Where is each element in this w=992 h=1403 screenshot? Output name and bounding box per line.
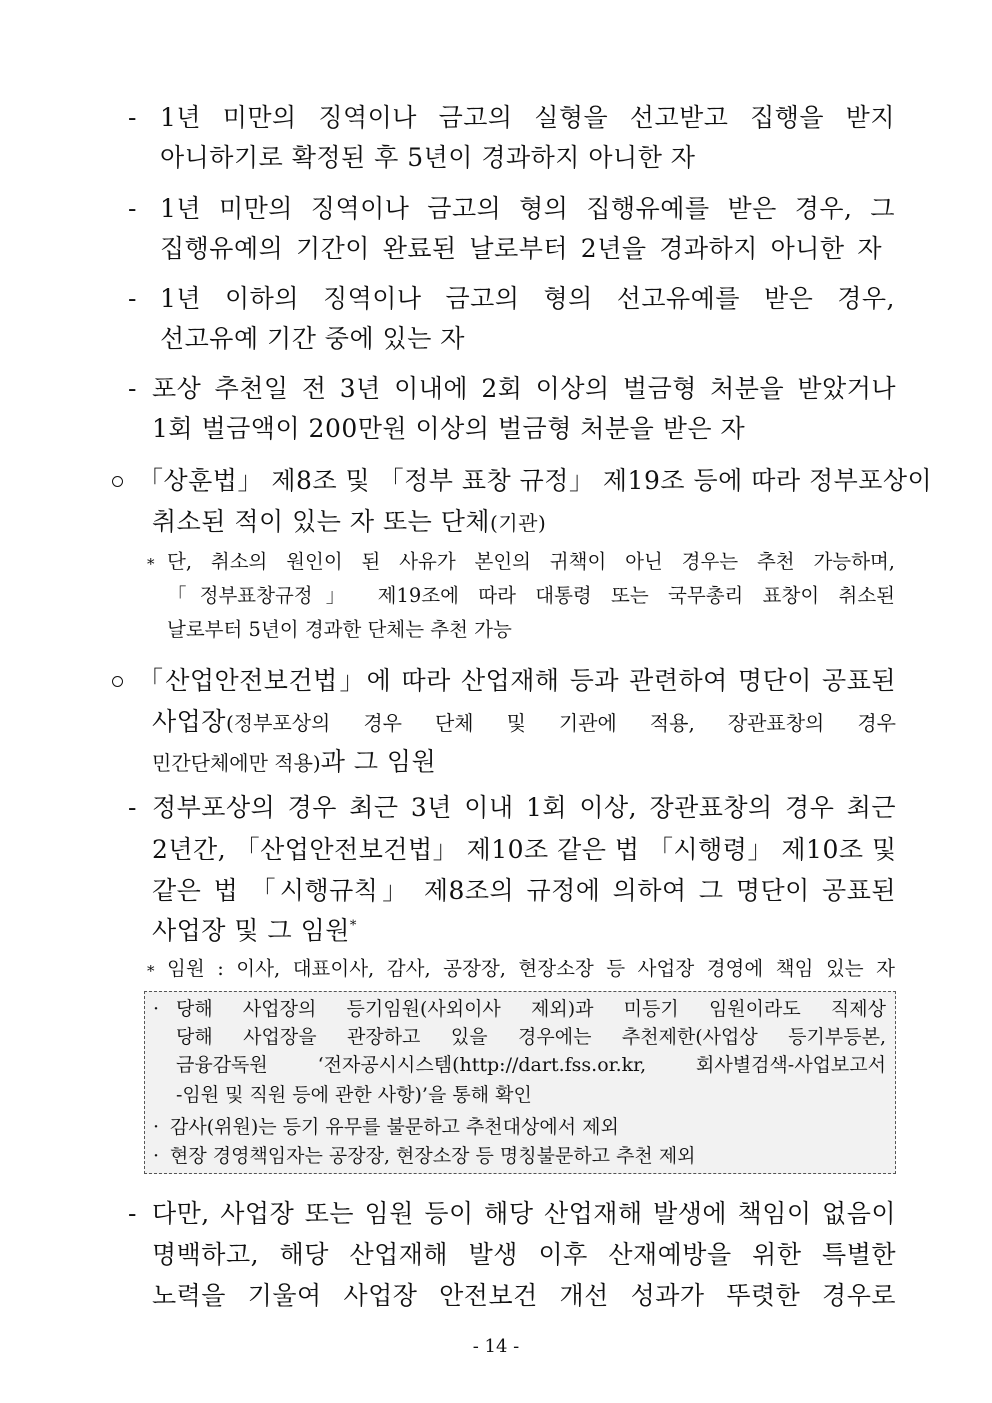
p7-line3: 같은 법 「시행규칙」 제8조의 규정에 의하여 그 명단이 공표된 [152,876,896,905]
p6-line3-small: 민간단체에만 적용) [152,751,321,775]
p6-line1: 「산업안전보건법」에 따라 산업재해 등과 관련하여 명단이 공표된 [138,666,896,695]
box-item3: 현장 경영책임자는 공장장, 현장소장 등 명칭불문하고 추천 제외 [170,1145,696,1167]
p6-line2-small: (정부포상의 경우 단체 및 기관에 적용, 장관표창의 경우 [225,711,896,735]
p7-line4-footnote-mark: * [349,918,357,934]
p2-line1: 1년 미만의 징역이나 금고의 형의 집행유예를 받은 경우, 그 [160,194,895,223]
dash-marker: - [128,1199,137,1228]
p3-line1: 1년 이하의 징역이나 금고의 형의 선고유예를 받은 경우, [160,284,895,313]
dash-marker: - [128,793,137,822]
note1-line3: 날로부터 5년이 경과한 단체는 추천 가능 [167,618,512,641]
box-item1-line1: 당해 사업장의 등기임원(사외이사 제외)과 미등기 임원이라도 직제상 [176,998,886,1020]
p6-line3 [152,746,436,779]
p4-line2: 1회 벌금액이 200만원 이상의 벌금형 처분을 받은 자 [152,414,746,443]
note1-line1: 단, 취소의 원인이 된 사유가 본인의 귀책이 아닌 경우는 추천 가능하며, [167,550,895,573]
p6-line2-main: 사업장 [152,707,226,736]
note1-line2: 「정부표창규정」 제19조에 따라 대통령 또는 국무총리 표창이 취소된 [167,584,895,607]
p5-line2-small: (기관) [490,511,547,535]
p8-line2: 명백하고, 해당 산업재해 발생 이후 산재예방을 위한 특별한 [152,1240,896,1269]
box-item1-line4: -임원 및 직원 등에 관한 사항)’을 통해 확인 [176,1084,532,1106]
box-bullet-marker: · [153,998,160,1020]
p1-line2: 아니하기로 확정된 후 5년이 경과하지 아니한 자 [160,143,696,172]
circle-bullet-icon [112,476,123,487]
p4-line1: 포상 추천일 전 3년 이내에 2회 이상의 벌금형 처분을 받았거나 [152,374,896,403]
p5-line2 [152,506,546,539]
box-bullet-marker: · [153,1145,160,1167]
box-item2: 감사(위원)는 등기 유무를 불문하고 추천대상에서 제외 [170,1116,619,1138]
page-number: - 14 - [472,1336,520,1357]
p6-line2 [152,706,896,739]
asterisk-marker: * [147,962,155,980]
asterisk-marker: * [147,555,155,573]
p7-line1: 정부포상의 경우 최근 3년 이내 1회 이상, 장관표창의 경우 최근 [152,793,896,822]
p7-line2: 2년간, 「산업안전보건법」 제10조 같은 법 「시행령」 제10조 및 [152,835,897,864]
p8-line3: 노력을 기울여 사업장 안전보건 개선 성과가 뚜렷한 경우로 [152,1281,896,1310]
p2-line2: 집행유예의 기간이 완료된 날로부터 2년을 경과하지 아니한 자 [160,234,882,263]
dash-marker: - [128,103,137,132]
circle-bullet-icon [112,676,123,687]
p8-line1: 다만, 사업장 또는 임원 등이 해당 산업재해 발생에 책임이 없음이 [152,1199,896,1228]
p5-line1: 「상훈법」 제8조 및 「정부 표창 규정」 제19조 등에 따라 정부포상이 [138,466,933,495]
box-item1-line2: 당해 사업장을 관장하고 있을 경우에는 추천제한(사업상 등기부등본, [176,1026,886,1048]
p3-line2: 선고유예 기간 중에 있는 자 [160,324,465,353]
p6-line3-main: 과 그 임원 [320,747,437,776]
dash-marker: - [128,374,137,403]
note2-text: 임원 : 이사, 대표이사, 감사, 공장장, 현장소장 등 사업장 경영에 책임 있는 자 [167,957,895,980]
dash-marker: - [128,194,137,223]
dash-marker: - [128,284,137,313]
box-bullet-marker: · [153,1116,160,1138]
p7-line4 [152,915,357,947]
p5-line2-main: 취소된 적이 있는 자 또는 단체 [152,507,491,536]
box-item1-line3: 금융감독원 ‘전자공시시스템(http://dart.fss.or.kr, 회사별검색-사업보고서 [176,1054,886,1076]
p7-line4-text: 사업장 및 그 임원 [152,916,350,945]
p1-line1: 1년 미만의 징역이나 금고의 실형을 선고받고 집행을 받지 [160,103,895,132]
